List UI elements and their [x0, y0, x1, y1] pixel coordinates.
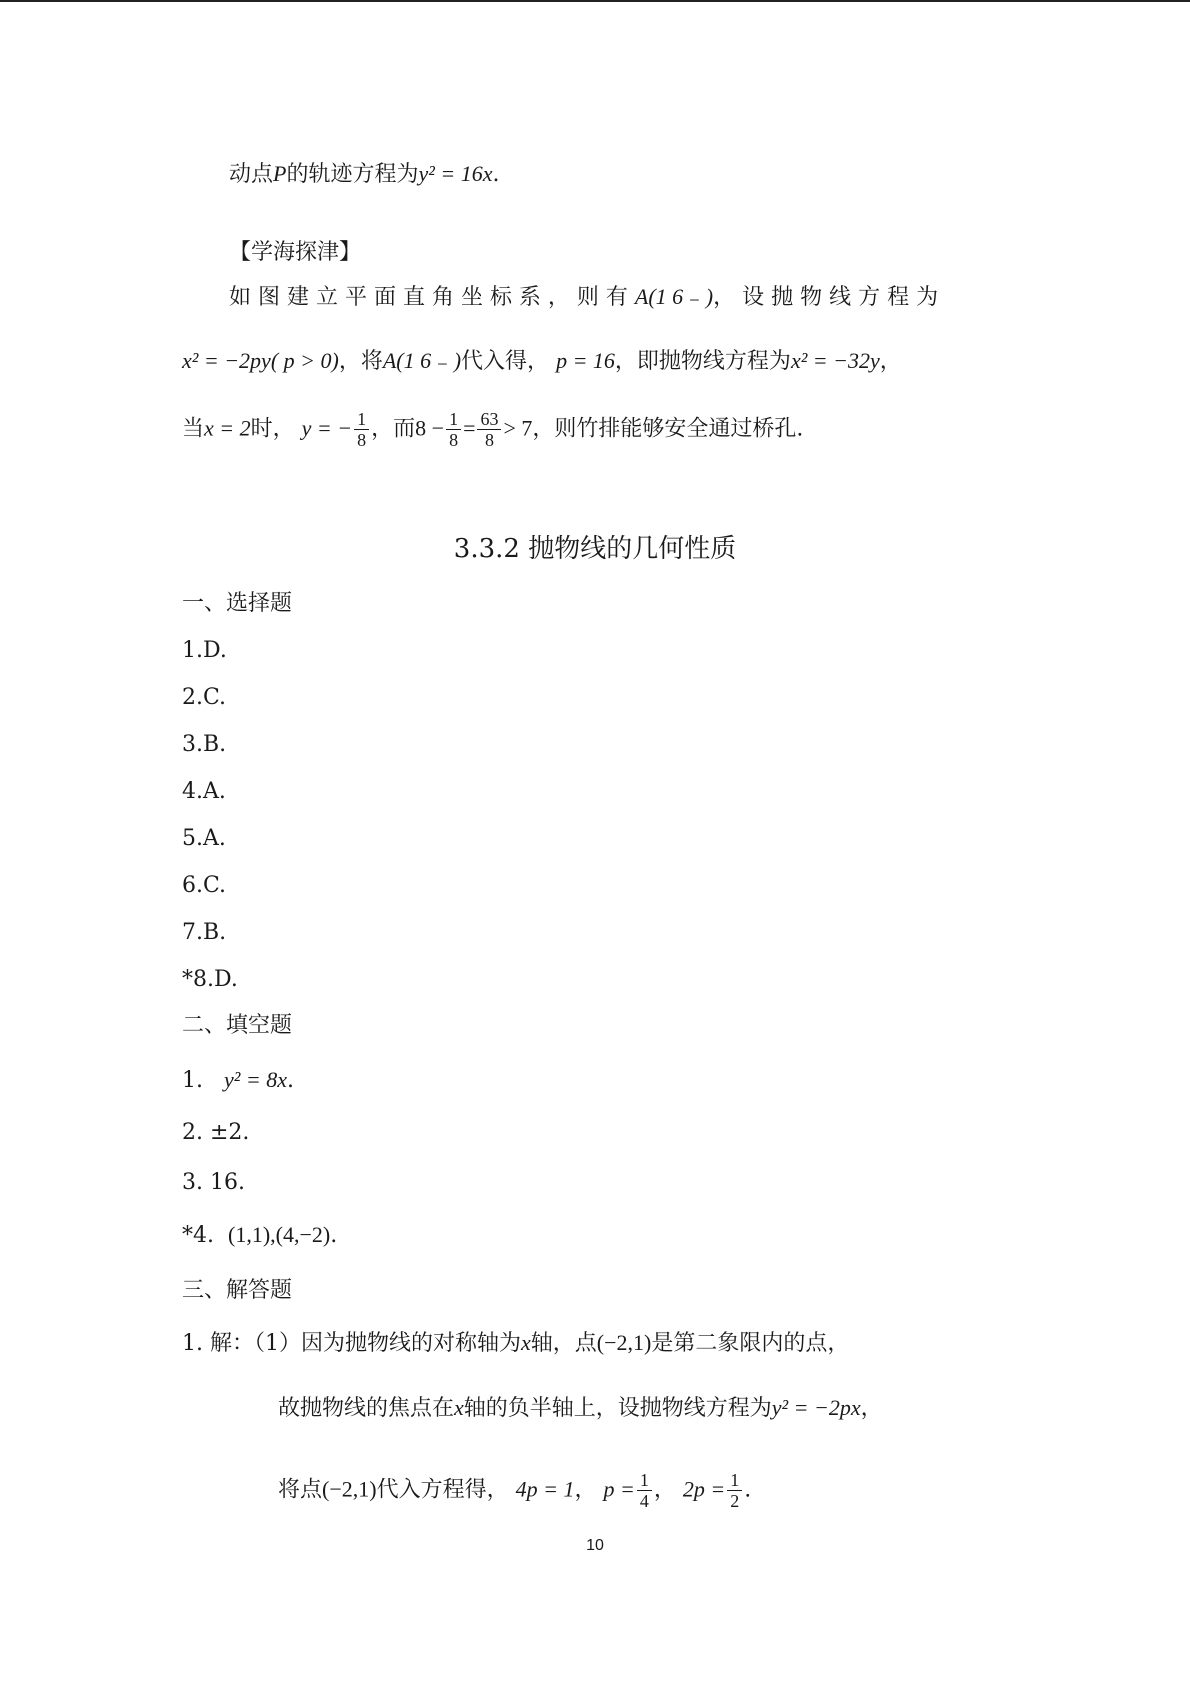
fill-answer-4 — [182, 1220, 337, 1251]
math-var: P — [273, 161, 287, 186]
fraction — [637, 1470, 652, 1511]
top-rule — [0, 0, 1190, 2]
text-seg: ， — [860, 1396, 883, 1421]
fraction-numerator: 1 — [637, 1470, 652, 1491]
text-seg: ，而 — [371, 416, 416, 442]
math-eq: > 7 — [503, 415, 533, 441]
choice-answer: 4.A. — [182, 779, 226, 804]
choice-answer: 1.D. — [182, 638, 227, 663]
math-point: A(1 6 ₋ ) — [634, 284, 714, 309]
fraction-denominator: 4 — [639, 1491, 649, 1511]
choice-answer: 6.C. — [182, 873, 227, 898]
fraction — [727, 1470, 742, 1511]
fill-answer-3: 3. 16. — [182, 1170, 245, 1195]
choice-answer: 2.C. — [182, 685, 227, 710]
text-seg: . — [286, 1068, 294, 1093]
text-seg: 将点 — [278, 1477, 323, 1503]
text-seg: 是第二象限内的点， — [651, 1331, 850, 1356]
xuehai-line-1 — [229, 282, 938, 313]
text-seg: . — [330, 1223, 338, 1248]
part2-heading: 二、填空题 — [182, 1013, 293, 1038]
text-seg: *4. — [182, 1223, 214, 1248]
choice-answer: 3.B. — [182, 732, 227, 757]
fraction-denominator: 2 — [730, 1491, 740, 1511]
fraction — [354, 409, 369, 450]
math-eq: y = − — [301, 415, 353, 441]
page-number: 10 — [586, 1537, 604, 1554]
solution-line-2 — [278, 1393, 883, 1424]
text-seg: 如 图 建 立 平 面 直 角 坐 标 系 ， 则 有 — [229, 285, 628, 310]
text-seg: ， — [879, 349, 902, 374]
math-eq: 8 − — [415, 415, 445, 441]
xuehai-heading: 【学海探津】 — [229, 240, 362, 265]
math-eq: 2p = — [682, 1476, 726, 1502]
math-eq: y² = −2px — [771, 1395, 861, 1420]
math-point: (−2,1) — [322, 1476, 377, 1502]
part3-heading: 三、解答题 — [182, 1278, 293, 1303]
solution-line-3 — [278, 1470, 751, 1511]
text-seg: 时， — [250, 416, 295, 442]
math-eq: (1,1),(4,−2) — [228, 1222, 331, 1247]
math-eq: x² = −2py( p > 0) — [182, 348, 339, 373]
choice-answer: 5.A. — [182, 826, 226, 851]
text-seg: ， — [574, 1477, 597, 1503]
math-var: x — [454, 1395, 464, 1420]
text-seg: . — [744, 1477, 752, 1503]
part1-heading: 一、选择题 — [182, 591, 293, 616]
text-seg: 故抛物线的焦点在 — [278, 1396, 455, 1421]
choice-answer: 7.B. — [182, 920, 227, 945]
math-point: (−2,1) — [596, 1330, 652, 1355]
text-seg: 1. 解：（1）因为抛物线的对称轴为 — [182, 1331, 521, 1356]
text-seg: 的轨迹方程为 — [286, 162, 419, 187]
math-eq: x = 2 — [204, 415, 251, 441]
text-seg: ， 设 抛 物 线 方 程 为 — [713, 285, 939, 310]
solution-line-1 — [182, 1328, 849, 1359]
math-eq: y² = 8x — [223, 1067, 287, 1092]
fraction-numerator: 1 — [727, 1470, 742, 1491]
text-seg: . — [492, 162, 500, 187]
fill-answer-1 — [182, 1065, 294, 1096]
fraction — [446, 409, 461, 450]
text-seg: 当 — [182, 416, 205, 442]
fraction-numerator: 63 — [477, 409, 501, 430]
math-eq: = — [463, 415, 476, 441]
fill-answer-2: 2. ±2. — [182, 1120, 250, 1145]
text-seg: ，将 — [338, 349, 383, 374]
fraction-denominator: 8 — [357, 430, 367, 450]
text-seg: 代入得， — [461, 349, 550, 374]
section-title: 3.3.2 抛物线的几何性质 — [453, 534, 737, 564]
trajectory-line — [229, 159, 499, 190]
fraction-numerator: 1 — [446, 409, 461, 430]
text-seg: 1. — [182, 1068, 203, 1093]
fraction-numerator: 1 — [354, 409, 369, 430]
xuehai-line-3 — [182, 409, 803, 450]
text-seg: 轴，点 — [530, 1331, 597, 1356]
xuehai-line-2 — [182, 346, 902, 377]
text-seg: 代入方程得， — [376, 1477, 509, 1503]
math-point: A(1 6 ₋ ) — [382, 348, 462, 373]
text-seg: 轴的负半轴上，设抛物线方程为 — [463, 1396, 772, 1421]
choice-answer: *8.D. — [182, 967, 238, 992]
text-seg: ，即抛物线方程为 — [614, 349, 791, 374]
text-seg: ，则竹排能够安全通过桥孔. — [532, 416, 804, 442]
math-eq: y² = 16x — [418, 161, 493, 186]
text-seg: ， — [653, 1477, 676, 1503]
fraction-denominator: 8 — [449, 430, 459, 450]
math-eq: p = 16 — [556, 348, 615, 373]
fraction — [477, 409, 501, 450]
math-eq: x² = −32y — [790, 348, 880, 373]
math-var: x — [520, 1330, 531, 1355]
math-eq: p = — [603, 1476, 635, 1502]
math-eq: 4p = 1 — [515, 1476, 575, 1502]
fraction-denominator: 8 — [484, 430, 494, 450]
text-seg: 动点 — [229, 162, 274, 187]
